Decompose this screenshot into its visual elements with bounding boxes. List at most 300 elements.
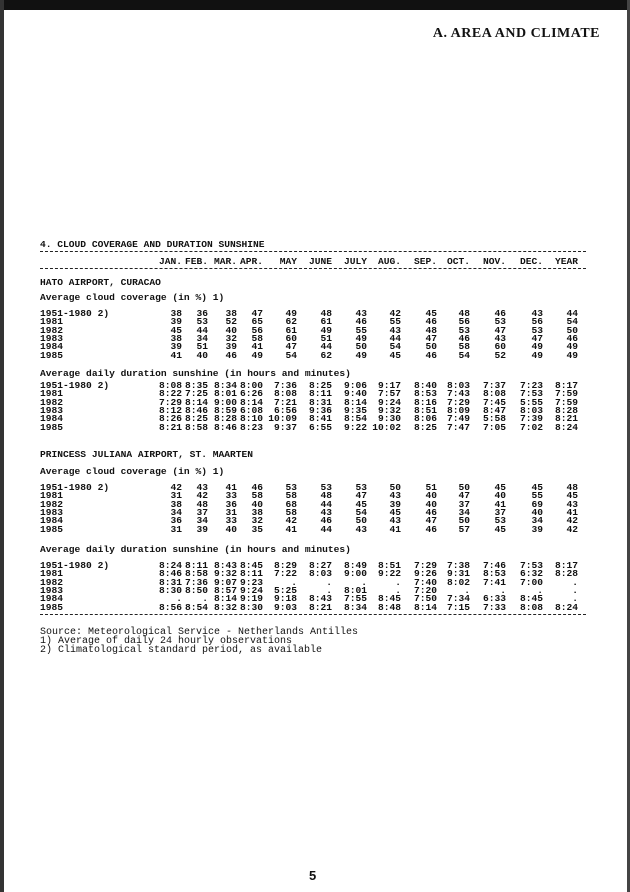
table-cell: 37	[494, 506, 506, 518]
table-cell: 53	[355, 482, 367, 493]
table-cell: 57	[458, 523, 470, 535]
table-cell: 8:53	[482, 568, 506, 580]
row-label: 1984	[40, 593, 64, 605]
table-cell: 8:45	[377, 593, 401, 605]
table-cell: 9:32	[377, 404, 401, 416]
table-cell: 46	[320, 515, 332, 527]
table-cell: 10:09	[268, 413, 297, 425]
table-cell: 8:57	[213, 584, 237, 596]
page-number: 5	[309, 868, 317, 883]
table-cell: 8:46	[158, 568, 182, 580]
table-cell: 41	[566, 506, 578, 518]
table-cell: 53	[196, 316, 208, 328]
table-cell: 7:41	[482, 576, 506, 588]
table-cell: 7:23	[519, 380, 543, 391]
table-cell: 7:36	[184, 576, 208, 588]
row-label: 1951-1980 2)	[40, 482, 110, 493]
table-cell: 8:59	[213, 404, 237, 416]
table-cell: 8:16	[413, 396, 437, 408]
table-cell: 8:14	[184, 396, 208, 408]
table-cell: 47	[285, 341, 297, 353]
table-cell: 46	[566, 332, 578, 344]
table-cell: 9:26	[413, 568, 437, 580]
table-cell: 43	[389, 490, 401, 502]
table-cell: 7:29	[413, 560, 437, 571]
table-cell: 8:24	[554, 601, 578, 613]
table-cell: 8:46	[213, 421, 237, 433]
table-cell: 8:25	[308, 380, 332, 391]
table-cell: 44	[196, 324, 208, 336]
table-cell: 8:14	[239, 396, 263, 408]
table-cell: 8:08	[482, 388, 506, 400]
table-cell: 8:46	[184, 404, 208, 416]
table-cell: 8:28	[554, 404, 578, 416]
table-cell: 48	[425, 324, 437, 336]
table-cell: 44	[566, 308, 578, 319]
table-cell: 8:09	[446, 404, 470, 416]
section-label: Average daily duration sunshine (in hours and minutes)	[40, 368, 351, 379]
table-cell: 9:24	[239, 584, 263, 596]
table-cell: 9:00	[343, 568, 367, 580]
table-cell: 45	[170, 324, 182, 336]
row-label: 1981	[40, 568, 64, 580]
table-cell: 41	[389, 523, 401, 535]
table-cell: 7:59	[554, 396, 578, 408]
table-cell: 7:53	[519, 388, 543, 400]
table-cell: 40	[225, 324, 237, 336]
row-label: 1984	[40, 413, 64, 425]
table-cell: 6:32	[519, 568, 543, 580]
table-cell: 39	[196, 523, 208, 535]
table-cell: 33	[225, 515, 237, 527]
table-cell: 7:15	[446, 601, 470, 613]
table-cell: 6:55	[308, 421, 332, 433]
row-label: 1982	[40, 498, 64, 510]
table-cell: 6:33	[482, 593, 506, 605]
table-cell: 9:07	[213, 576, 237, 588]
table-row	[40, 351, 586, 360]
table-cell: 8:35	[184, 380, 208, 391]
table-cell: .	[572, 593, 578, 605]
table-cell: 8:47	[482, 404, 506, 416]
table-cell: 58	[285, 506, 297, 518]
table-cell: 43	[355, 308, 367, 319]
table-cell: 38	[170, 498, 182, 510]
table-cell: MAY	[279, 256, 297, 267]
table-cell: 40	[251, 498, 263, 510]
table-cell: 45	[389, 349, 401, 361]
table-cell: 6:08	[239, 404, 263, 416]
table-cell: 34	[531, 515, 543, 527]
table-cell: 7:46	[482, 560, 506, 571]
table-cell: 8:43	[213, 560, 237, 571]
table-cell: 34	[196, 332, 208, 344]
table-cell: 8:11	[239, 568, 263, 580]
table-cell: 41	[170, 349, 182, 361]
table-cell: 40	[531, 506, 543, 518]
table-cell: 42	[170, 482, 182, 493]
table-cell: 47	[425, 332, 437, 344]
table-cell: 49	[531, 341, 543, 353]
table-cell: 45	[566, 490, 578, 502]
table-cell: 8:14	[343, 396, 367, 408]
table-cell: 39	[170, 316, 182, 328]
row-label: 1984	[40, 341, 64, 353]
table-cell: 6:26	[239, 388, 263, 400]
table-cell: 8:53	[413, 388, 437, 400]
row-label: 1951-1980 2)	[40, 380, 110, 391]
table-cell: 31	[170, 523, 182, 535]
divider	[40, 268, 586, 269]
table-cell: 43	[389, 324, 401, 336]
table-cell: 8:02	[446, 576, 470, 588]
section-label: Average cloud coverage (in %) 1)	[40, 466, 225, 477]
table-cell: 58	[458, 341, 470, 353]
table-cell: 9:37	[273, 421, 297, 433]
table-cell: 56	[251, 324, 263, 336]
table-cell: 49	[355, 349, 367, 361]
table-cell: 40	[196, 349, 208, 361]
table-cell: 8:45	[239, 560, 263, 571]
table-cell: 8:21	[158, 421, 182, 433]
table-cell: 49	[531, 349, 543, 361]
table-cell: 9:30	[377, 413, 401, 425]
table-cell: 8:49	[343, 560, 367, 571]
table-cell: 8:11	[308, 388, 332, 400]
table-cell: 42	[285, 515, 297, 527]
table-cell: 47	[531, 332, 543, 344]
station-name: PRINCESS JULIANA AIRPORT, ST. MAARTEN	[40, 449, 254, 460]
table-cell: 54	[566, 316, 578, 328]
footnote: 2) Climatological standard period, as available	[40, 645, 323, 656]
table-cell: 48	[320, 490, 332, 502]
table-cell: DEC.	[519, 256, 543, 267]
row-label: 1981	[40, 316, 64, 328]
table-cell: 7:00	[519, 576, 543, 588]
table-cell: 45	[494, 523, 506, 535]
table-cell: 10:02	[372, 421, 401, 433]
table-cell: 9:18	[273, 593, 297, 605]
table-cell: 5:58	[482, 413, 506, 425]
table-cell: 9:03	[273, 601, 297, 613]
row-label: 1982	[40, 396, 64, 408]
table-cell: 62	[320, 349, 332, 361]
table-cell: 7:38	[446, 560, 470, 571]
table-cell: 49	[355, 332, 367, 344]
table-cell: JULY	[343, 256, 367, 267]
table-cell: 43	[355, 523, 367, 535]
table-cell: 8:28	[554, 568, 578, 580]
table-cell: 8:26	[158, 413, 182, 425]
table-cell: 54	[389, 341, 401, 353]
table-cell: 9:22	[343, 421, 367, 433]
table-cell: 36	[196, 308, 208, 319]
table-cell: 60	[285, 332, 297, 344]
table-cell: 58	[285, 490, 297, 502]
row-label: 1982	[40, 324, 64, 336]
table-cell: 47	[251, 308, 263, 319]
table-cell: 53	[494, 515, 506, 527]
table-cell: FEB.	[184, 256, 208, 267]
table-cell: 44	[389, 332, 401, 344]
table-cell: 8:56	[158, 601, 182, 613]
scan-edge-top	[0, 0, 630, 10]
source-note: Source: Meteorological Service - Netherlands Antilles	[40, 627, 359, 638]
table-cell: 46	[494, 308, 506, 319]
table-cell: 45	[355, 498, 367, 510]
table-cell: 33	[225, 490, 237, 502]
table-cell: 54	[458, 349, 470, 361]
table-cell: 65	[251, 316, 263, 328]
table-cell: 7:05	[482, 421, 506, 433]
table-cell: 50	[425, 341, 437, 353]
table-cell: 50	[566, 324, 578, 336]
table-cell: 37	[196, 506, 208, 518]
table-cell: 8:17	[554, 560, 578, 571]
table-cell: 46	[425, 523, 437, 535]
table-cell: MAR.	[213, 256, 237, 267]
table-cell: 9:17	[377, 380, 401, 391]
table-cell: 43	[320, 506, 332, 518]
table-cell: NOV.	[482, 256, 506, 267]
table-cell: 8:11	[184, 560, 208, 571]
table-cell: 8:22	[158, 388, 182, 400]
table-cell: 7:55	[343, 593, 367, 605]
table-cell: 61	[320, 316, 332, 328]
row-label: 1983	[40, 506, 64, 518]
column-header-row	[40, 257, 586, 266]
table-cell: 48	[196, 498, 208, 510]
table-cell: 45	[494, 482, 506, 493]
table-cell: 56	[458, 316, 470, 328]
table-cell: 68	[285, 498, 297, 510]
row-label: 1982	[40, 576, 64, 588]
table-cell: 58	[251, 490, 263, 502]
table-cell: 7:29	[446, 396, 470, 408]
table-cell: 8:43	[308, 593, 332, 605]
table-cell: 39	[389, 498, 401, 510]
row-label: 1985	[40, 601, 64, 613]
table-cell: 42	[196, 490, 208, 502]
table-cell: 50	[355, 515, 367, 527]
table-cell: 8:41	[308, 413, 332, 425]
table-cell: 8:01	[213, 388, 237, 400]
table-cell: .	[395, 584, 401, 596]
table-cell: .	[326, 576, 332, 588]
table-row	[40, 525, 586, 534]
table-cell: 51	[425, 482, 437, 493]
table-cell: 7:20	[413, 584, 437, 596]
table-cell: 7:22	[273, 568, 297, 580]
table-cell: 49	[566, 341, 578, 353]
table-cell: 8:40	[413, 380, 437, 391]
table-cell: 9:32	[213, 568, 237, 580]
table-cell: JAN.	[158, 256, 182, 267]
table-cell: 43	[566, 498, 578, 510]
table-cell: 53	[320, 482, 332, 493]
table-cell: 40	[425, 490, 437, 502]
table-cell: 42	[389, 308, 401, 319]
table-cell: 45	[425, 308, 437, 319]
table-cell: .	[202, 593, 208, 605]
table-cell: 8:24	[158, 560, 182, 571]
table-cell: 47	[425, 515, 437, 527]
table-cell: 38	[170, 332, 182, 344]
table-cell: 5:25	[273, 584, 297, 596]
table-cell: 43	[389, 515, 401, 527]
table-cell: 34	[170, 506, 182, 518]
table-cell: 40	[225, 523, 237, 535]
table-cell: 34	[458, 506, 470, 518]
table-cell: .	[537, 584, 543, 596]
table-cell: 44	[320, 341, 332, 353]
table-cell: 31	[170, 490, 182, 502]
table-cell: 40	[425, 498, 437, 510]
table-cell: 8:08	[158, 380, 182, 391]
table-cell: 46	[425, 506, 437, 518]
table-cell: 50	[355, 341, 367, 353]
table-cell: 8:54	[184, 601, 208, 613]
row-label: 1981	[40, 388, 64, 400]
table-cell: 38	[225, 308, 237, 319]
table-cell: 9:00	[213, 396, 237, 408]
table-cell: YEAR	[554, 256, 578, 267]
table-title: 4. CLOUD COVERAGE AND DURATION SUNSHINE	[40, 239, 265, 250]
table-cell: 35	[251, 523, 263, 535]
row-label: 1983	[40, 404, 64, 416]
table-cell: 8:08	[519, 601, 543, 613]
table-cell: 58	[251, 332, 263, 344]
table-cell: 8:50	[184, 584, 208, 596]
table-cell: 9:06	[343, 380, 367, 391]
section-label: Average daily duration sunshine (in hours and minutes)	[40, 544, 351, 555]
table-cell: 8:03	[446, 380, 470, 391]
table-cell: 7:02	[519, 421, 543, 433]
table-cell: 42	[566, 515, 578, 527]
table-cell: 36	[170, 515, 182, 527]
table-cell: 61	[285, 324, 297, 336]
table-cell: 7:40	[413, 576, 437, 588]
table-cell: .	[500, 584, 506, 596]
table-cell: 46	[425, 316, 437, 328]
table-cell: APR.	[239, 256, 263, 267]
table-cell: .	[291, 576, 297, 588]
table-cell: 44	[320, 523, 332, 535]
table-cell: 8:51	[377, 560, 401, 571]
table-cell: 8:12	[158, 404, 182, 416]
table-cell: 45	[531, 482, 543, 493]
table-cell: 55	[355, 324, 367, 336]
table-cell: 6:56	[273, 404, 297, 416]
table-cell: 7:47	[446, 421, 470, 433]
station-name: HATO AIRPORT, CURACAO	[40, 277, 161, 288]
table-cell: 31	[225, 506, 237, 518]
table-cell: 8:14	[413, 601, 437, 613]
table-cell: 39	[225, 341, 237, 353]
table-cell: 8:32	[213, 601, 237, 613]
table-cell: 46	[251, 482, 263, 493]
table-cell: 8:29	[273, 560, 297, 571]
table-cell: 7:21	[273, 396, 297, 408]
table-cell: 7:34	[446, 593, 470, 605]
table-cell: 32	[251, 515, 263, 527]
table-cell: 8:24	[554, 421, 578, 433]
row-label: 1981	[40, 490, 64, 502]
table-cell: 41	[285, 523, 297, 535]
row-label: 1984	[40, 515, 64, 527]
table-cell: 36	[225, 498, 237, 510]
table-cell: 49	[566, 349, 578, 361]
table-cell: 9:35	[343, 404, 367, 416]
table-cell: 8:58	[184, 568, 208, 580]
table-cell: 9:22	[377, 568, 401, 580]
row-label: 1985	[40, 523, 64, 535]
table-cell: 53	[494, 316, 506, 328]
section-label: Average cloud coverage (in %) 1)	[40, 292, 225, 303]
table-cell: 50	[458, 482, 470, 493]
table-cell: 8:08	[273, 388, 297, 400]
table-cell: 8:45	[519, 593, 543, 605]
table-cell: 43	[531, 308, 543, 319]
table-cell: 5:55	[519, 396, 543, 408]
table-cell: 9:31	[446, 568, 470, 580]
table-cell: 8:21	[308, 601, 332, 613]
table-cell: 7:43	[446, 388, 470, 400]
table-cell: 49	[251, 349, 263, 361]
table-cell: 8:03	[519, 404, 543, 416]
table-cell: 49	[285, 308, 297, 319]
table-cell: 46	[425, 349, 437, 361]
table-cell: 46	[458, 332, 470, 344]
table-cell: 48	[320, 308, 332, 319]
table-cell: 62	[285, 316, 297, 328]
table-cell: 7:37	[482, 380, 506, 391]
table-cell: 69	[531, 498, 543, 510]
table-cell: 41	[494, 498, 506, 510]
table-cell: 50	[389, 482, 401, 493]
table-cell: .	[572, 576, 578, 588]
table-cell: 37	[458, 498, 470, 510]
table-cell: 41	[251, 341, 263, 353]
table-row	[40, 603, 586, 612]
table-cell: 38	[251, 506, 263, 518]
table-cell: 54	[285, 349, 297, 361]
table-cell: 7:45	[482, 396, 506, 408]
row-label: 1951-1980 2)	[40, 308, 110, 319]
table-cell: 8:58	[184, 421, 208, 433]
row-label: 1951-1980 2)	[40, 560, 110, 571]
table-cell: 60	[494, 341, 506, 353]
table-cell: 53	[531, 324, 543, 336]
table-cell: 55	[389, 316, 401, 328]
table-cell: 42	[566, 523, 578, 535]
table-cell: 9:23	[239, 576, 263, 588]
table-cell: 8:10	[239, 413, 263, 425]
table-cell: .	[464, 584, 470, 596]
table-row	[40, 423, 586, 432]
table-cell: 55	[531, 490, 543, 502]
table-cell: 7:39	[519, 413, 543, 425]
row-label: 1983	[40, 332, 64, 344]
table-cell: .	[326, 584, 332, 596]
table-cell: 8:06	[413, 413, 437, 425]
table-cell: 9:40	[343, 388, 367, 400]
table-cell: 8:17	[554, 380, 578, 391]
table-cell: 53	[285, 482, 297, 493]
table-cell: 8:01	[343, 584, 367, 596]
table-cell: 8:23	[239, 421, 263, 433]
table-cell: 8:31	[158, 576, 182, 588]
